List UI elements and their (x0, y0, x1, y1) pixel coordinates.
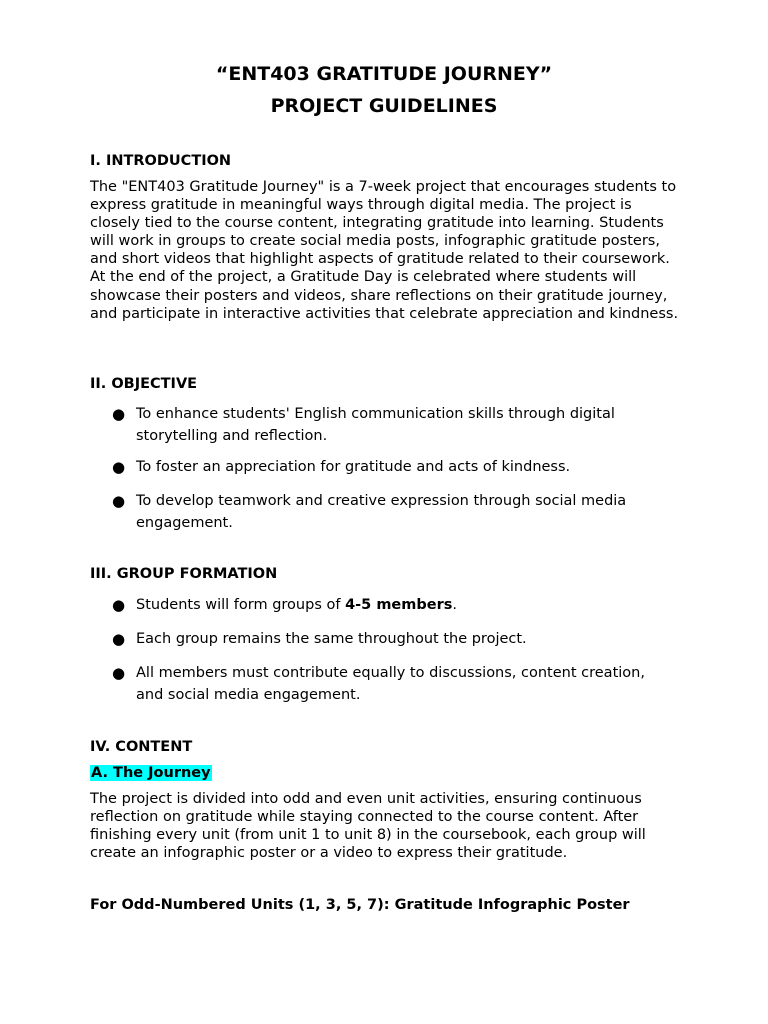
list-item (112, 490, 672, 534)
bullet-icon: ● (112, 630, 126, 648)
journey-subheading-highlight: A. The Journey (91, 765, 211, 781)
document-title: “ENT403 GRATITUDE JOURNEY” (215, 63, 553, 85)
bullet-icon: ● (112, 458, 126, 476)
document-subtitle: PROJECT GUIDELINES (270, 95, 498, 117)
journey-subheading (90, 764, 212, 782)
list-item (112, 628, 672, 650)
list-item (112, 662, 672, 706)
bullet-icon: ● (112, 492, 126, 510)
content-heading: IV. CONTENT (90, 739, 193, 755)
objective-item-text: To enhance students' English communication skills through digital storytelling and reflection. (136, 406, 615, 444)
list-item (112, 594, 672, 616)
group-formation-heading: III. GROUP FORMATION (90, 566, 278, 582)
objective-item-text: To foster an appreciation for gratitude and acts of kindness. (136, 459, 571, 475)
bullet-icon: ● (112, 664, 126, 682)
group-size-prefix: Students will form groups of (136, 597, 346, 613)
introduction-heading: I. INTRODUCTION (90, 153, 232, 169)
objective-item-text: To develop teamwork and creative expression through social media engagement. (136, 493, 627, 531)
group-formation-item-text: Each group remains the same throughout the project. (136, 631, 527, 647)
group-formation-item-text (136, 594, 672, 616)
group-size-value: 4-5 members (345, 597, 453, 613)
group-formation-item-text: All members must contribute equally to discussions, content creation, and social media engagement. (136, 665, 645, 703)
bullet-icon: ● (112, 405, 126, 423)
group-size-suffix: . (452, 597, 457, 613)
introduction-paragraph: The "ENT403 Gratitude Journey" is a 7-week project that encourages students to express gratitude in meaningful ways through digital media. The project is closely tied to the course content, integrating gratitude into learning. Students will work in groups to create social media posts, infographic gratitude posters, and short videos that highlight aspects of gratitude related to their coursework. At the end of the project, a Gratitude Day is celebrated where students will showcase their posters and videos, share reflections on their gratitude journey, and participate in interactive activities that celebrate appreciation and kindness. (90, 179, 679, 322)
bullet-icon: ● (112, 596, 126, 614)
list-item (112, 403, 672, 447)
journey-paragraph: The project is divided into odd and even unit activities, ensuring continuous reflection on gratitude while staying connected to the course content. After finishing every unit (from unit 1 to unit 8) in the coursebook, each group will create an infographic poster or a video to express their gratitude. (90, 791, 646, 862)
list-item (112, 456, 672, 478)
objective-heading: II. OBJECTIVE (90, 376, 198, 392)
odd-units-heading: For Odd-Numbered Units (1, 3, 5, 7): Gratitude Infographic Poster (90, 897, 630, 913)
